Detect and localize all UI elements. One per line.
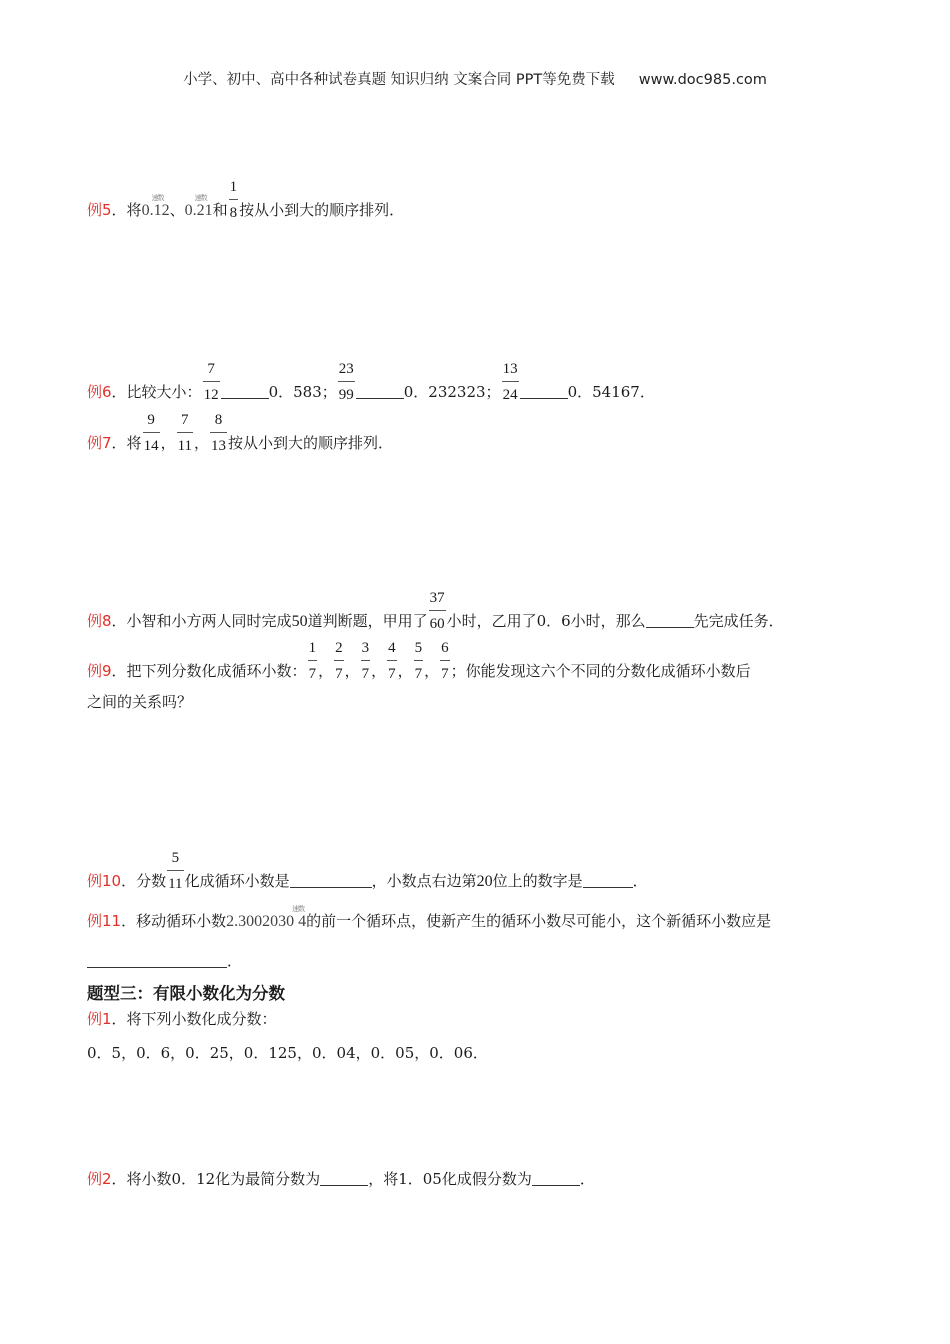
example-7: 例7．将 $\frac{9}{14}$ ， $\frac{7}{11}$ ， $\frac{8}{13}$ 按从小到大的顺序排列． bbox=[87, 412, 394, 454]
fraction: $\frac{8}{13}$ bbox=[211, 412, 227, 454]
fraction: $\frac{23}{99}$ bbox=[338, 361, 354, 403]
example-5-label: 例5 bbox=[87, 201, 112, 219]
fraction: $\frac{9}{14}$ bbox=[143, 412, 159, 454]
example-9: 例9．把下列分数化成循环小数： $\frac{1}{7}$ ， $\frac{2}{7}$ ， $\frac{3}{7}$ ， $\frac{4}{7}$ ， $\frac{5}{7}$ ， $\frac{6}{7}$ ；你能发现这六个不同的分数化成循环小数后 bbox=[87, 640, 751, 682]
example-7-label: 例7 bbox=[87, 434, 112, 452]
fraction: $\frac{4}{7}$ bbox=[388, 640, 396, 682]
answer-blank[interactable] bbox=[520, 383, 568, 399]
fraction: $\frac{5}{11}$ bbox=[168, 850, 183, 892]
fraction: $\frac{37}{60}$ bbox=[429, 590, 445, 632]
example-1: 例1．将下列小数化成分数： bbox=[87, 1010, 277, 1028]
page-header bbox=[0, 68, 950, 89]
repeating-decimal-3: 速数 2.3002030 4 bbox=[226, 905, 307, 930]
answer-blank[interactable] bbox=[356, 383, 404, 399]
example-11: 例11．移动循环小数 速数 2.3002030 4的前一个循环点，使新产生的循环小数尽可能小，这个新循环小数应是 bbox=[87, 905, 772, 930]
answer-blank[interactable] bbox=[290, 872, 372, 888]
example-5: 例5．将 速数 0.12、 速数 0.21和 $\frac{1}{8}$ 按从小到大的顺序排列． bbox=[87, 179, 405, 221]
example-10: 例10．分数 $\frac{5}{11}$ 化成循环小数是 ，小数点右边第20位上的数字是 ． bbox=[87, 850, 648, 892]
fraction: $\frac{1}{8}$ bbox=[229, 179, 238, 221]
fraction: $\frac{5}{7}$ bbox=[414, 640, 423, 682]
header-site[interactable]: www.doc985.com bbox=[638, 72, 767, 88]
answer-blank[interactable] bbox=[221, 383, 269, 399]
example-8-label: 例8 bbox=[87, 612, 112, 630]
fraction: $\frac{7}{12}$ bbox=[203, 361, 219, 403]
example-11-continued: ． bbox=[87, 951, 242, 971]
example-11-label: 例11 bbox=[87, 912, 122, 930]
repeating-decimal-2: 速数 0.21 bbox=[184, 194, 213, 219]
example-9-label: 例9 bbox=[87, 662, 112, 680]
fraction: $\frac{6}{7}$ bbox=[441, 640, 449, 682]
header-text: 小学、初中、高中各种试卷真题 知识归纳 文案合同 PPT等免费下载 bbox=[183, 72, 615, 88]
section-title: 题型三：有限小数化为分数 bbox=[87, 984, 285, 1003]
answer-blank[interactable] bbox=[532, 1170, 580, 1186]
example-9-continued: 之间的关系吗？ bbox=[87, 693, 193, 711]
answer-blank[interactable] bbox=[583, 872, 633, 888]
repeating-decimal-1: 速数 0.12 bbox=[141, 194, 170, 219]
example-1-values: 0．5，0．6，0．25，0．125，0．04，0．05，0．06． bbox=[87, 1044, 488, 1062]
answer-blank[interactable] bbox=[320, 1170, 368, 1186]
example-10-label: 例10 bbox=[87, 872, 122, 890]
fraction: $\frac{3}{7}$ bbox=[361, 640, 370, 682]
example-2-label: 例2 bbox=[87, 1170, 112, 1188]
fraction: $\frac{2}{7}$ bbox=[335, 640, 343, 682]
answer-blank[interactable] bbox=[87, 952, 227, 968]
answer-blank[interactable] bbox=[646, 612, 694, 628]
fraction: $\frac{13}{24}$ bbox=[502, 361, 518, 403]
example-6-label: 例6 bbox=[87, 383, 112, 401]
example-1-label: 例1 bbox=[87, 1010, 112, 1028]
example-6: 例6．比较大小： $\frac{7}{12}$ 0．583； $\frac{23}{99}$ 0．232323； $\frac{13}{24}$ 0．54167． bbox=[87, 361, 655, 403]
fraction: $\frac{1}{7}$ bbox=[308, 640, 317, 682]
example-8: 例8．小智和小方两人同时完成50道判断题，甲用了 $\frac{37}{60}$ 小时，乙用了0．6小时，那么 先完成任务． bbox=[87, 590, 784, 632]
example-2: 例2．将小数0．12化为最简分数为 ，将1．05化成假分数为 ． bbox=[87, 1170, 595, 1188]
fraction: $\frac{7}{11}$ bbox=[177, 412, 193, 454]
